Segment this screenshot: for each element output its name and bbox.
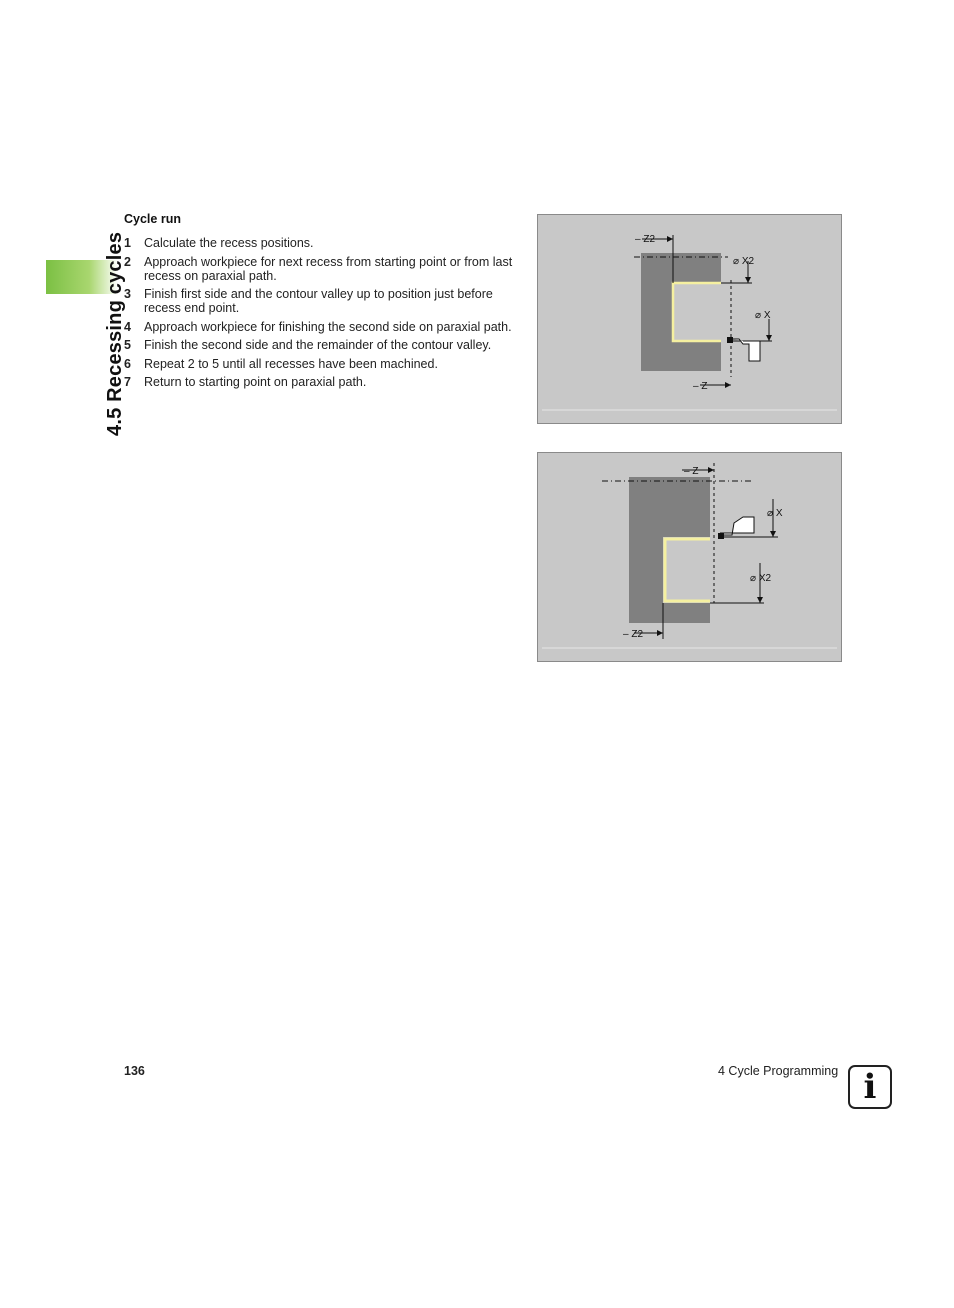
list-item bbox=[124, 338, 524, 352]
recess-diagram-1 bbox=[537, 214, 842, 424]
page-number: 136 bbox=[124, 1064, 145, 1078]
recess-cut bbox=[663, 537, 712, 603]
step-number: 1 bbox=[124, 236, 131, 250]
recess-cut bbox=[673, 283, 723, 341]
tool-holder-icon bbox=[731, 339, 760, 361]
list-item bbox=[124, 236, 524, 250]
step-number: 5 bbox=[124, 338, 131, 352]
section-heading: Cycle run bbox=[124, 212, 181, 226]
x-label: ⌀ X bbox=[767, 508, 783, 519]
z-label: – Z bbox=[693, 381, 708, 392]
step-number: 7 bbox=[124, 375, 131, 389]
x2-label: ⌀ X2 bbox=[733, 256, 755, 267]
list-item bbox=[124, 320, 524, 334]
x-arrow bbox=[766, 335, 772, 341]
step-text: Repeat 2 to 5 until all recesses have been machined. bbox=[144, 356, 438, 371]
list-item bbox=[124, 357, 524, 371]
step-text: Calculate the recess positions. bbox=[144, 236, 314, 250]
z2-label: – Z2 bbox=[623, 629, 644, 640]
z-arrow bbox=[725, 382, 731, 388]
step-number: 4 bbox=[124, 319, 131, 334]
step-text: Return to starting point on paraxial path. bbox=[144, 375, 367, 389]
x-label: ⌀ X bbox=[755, 310, 771, 321]
z2-arrow bbox=[667, 236, 673, 242]
cycle-run-steps bbox=[124, 236, 524, 394]
z2-arrow bbox=[657, 630, 663, 636]
step-text: Approach workpiece for next recess from starting point or from last recess on paraxial path. bbox=[144, 254, 513, 283]
recess-diagram-2-svg bbox=[538, 453, 841, 661]
recess-diagram-2 bbox=[537, 452, 842, 662]
recess-diagram-1-svg bbox=[538, 215, 841, 423]
step-text: Finish first side and the contour valley up to position just before recess end point. bbox=[144, 287, 493, 315]
x-arrow bbox=[770, 531, 776, 537]
chapter-label: 4 Cycle Programming bbox=[718, 1064, 839, 1078]
info-icon: i bbox=[848, 1065, 892, 1109]
tool-holder-icon bbox=[720, 517, 754, 535]
z-arrow bbox=[708, 467, 714, 473]
step-number: 2 bbox=[124, 254, 131, 269]
list-item bbox=[124, 287, 524, 315]
step-number: 3 bbox=[124, 287, 131, 301]
z2-label: – Z2 bbox=[635, 234, 656, 245]
section-side-title: 4.5 Recessing cycles bbox=[104, 231, 126, 436]
z-label: – Z bbox=[684, 466, 699, 477]
step-text: Approach workpiece for finishing the second side on paraxial path. bbox=[144, 319, 512, 334]
tool-tip-icon bbox=[727, 337, 733, 343]
x2-arrow bbox=[757, 597, 763, 603]
step-number: 6 bbox=[124, 356, 131, 371]
x2-label: ⌀ X2 bbox=[750, 573, 772, 584]
step-text: Finish the second side and the remainder of the contour valley. bbox=[144, 338, 492, 352]
tool-tip-icon bbox=[718, 533, 724, 539]
list-item bbox=[124, 375, 524, 389]
x2-arrow bbox=[745, 277, 751, 283]
list-item bbox=[124, 255, 524, 283]
